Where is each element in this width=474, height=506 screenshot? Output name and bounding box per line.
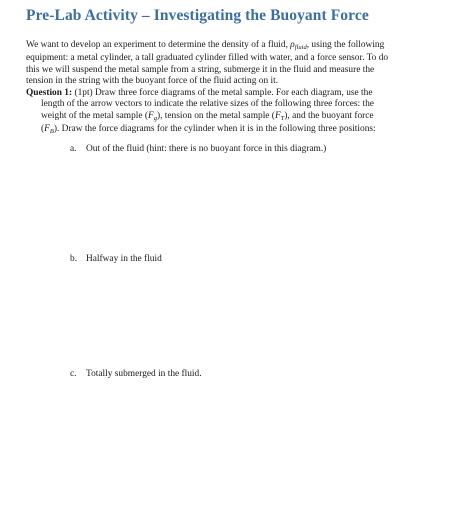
- force-g-symbol: F: [148, 110, 154, 121]
- intro-line-4: tension in the string with the buoyant force of the fluid acting on it.: [26, 76, 279, 87]
- question-line-2: length of the arrow vectors to indicate the relative sizes of the following three forces: the: [41, 99, 374, 110]
- list-item-c: [70, 369, 202, 380]
- list-text-c: Totally submerged in the fluid.: [86, 369, 202, 379]
- list-item-b: [70, 254, 162, 265]
- question-text-4a: (: [41, 124, 45, 135]
- question-text-4b: ). Draw the force diagrams for the cylinder when it is in the following three positions:: [53, 124, 376, 135]
- intro-line-1: [26, 40, 451, 53]
- question-text-3a: weight of the metal sample (: [41, 110, 148, 121]
- rho-symbol: ρ: [290, 40, 295, 50]
- intro-text-1-end: , using the following: [306, 40, 385, 50]
- question-text-3c: ), and the buoyant force: [284, 110, 374, 121]
- list-text-a: Out of the fluid (hint: there is no buoyant force in this diagram.): [86, 144, 327, 154]
- intro-line-3: this we will suspend the metal sample from a string, submerge it in the fluid and measure the: [26, 64, 375, 75]
- force-t-subscript: T: [280, 114, 285, 122]
- question-label: Question 1:: [26, 88, 73, 98]
- question-line-1: [26, 88, 456, 99]
- list-marker-c: c.: [70, 369, 77, 379]
- list-marker-a: a.: [70, 144, 77, 154]
- question-text-1: (1pt) Draw three force diagrams of the metal sample. For each diagram, use the: [72, 88, 373, 98]
- question-line-4: [26, 124, 456, 137]
- force-g-subscript: g: [153, 114, 157, 122]
- fluid-subscript: fluid: [294, 44, 307, 51]
- list-marker-b: b.: [70, 254, 78, 264]
- question-line-3: [26, 111, 456, 124]
- page-title: Pre-Lab Activity – Investigating the Buoyant Force: [26, 7, 369, 24]
- intro-text-1: We want to develop an experiment to determine the density of a fluid,: [26, 40, 291, 50]
- force-b-symbol: F: [44, 124, 50, 135]
- force-t-symbol: F: [274, 110, 281, 121]
- force-b-subscript: B: [49, 128, 54, 136]
- list-text-b: Halfway in the fluid: [86, 254, 162, 264]
- list-item-a: [70, 144, 326, 155]
- question-1: [26, 88, 456, 138]
- question-text-3b: ), tension on the metal sample (: [156, 110, 275, 121]
- intro-line-2: equipment: a metal cylinder, a tall graduated cylinder filled with water, and a force sensor. To do: [26, 53, 389, 64]
- intro-paragraph: [26, 40, 451, 88]
